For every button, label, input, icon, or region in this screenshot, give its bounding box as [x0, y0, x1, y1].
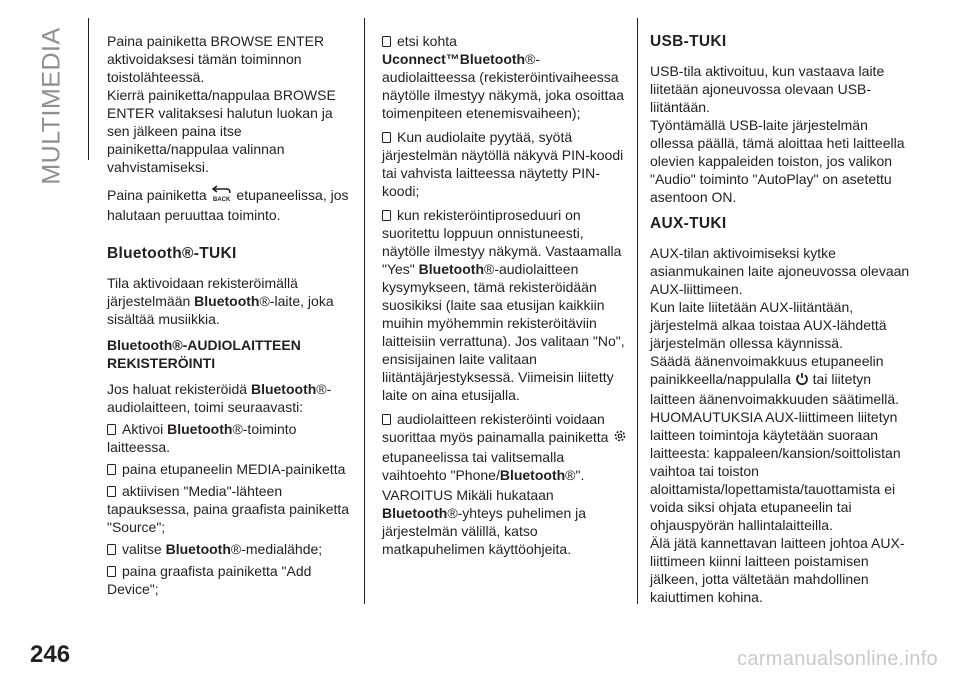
heading-usb-support: USB-TUKI [650, 33, 727, 50]
bullet-icon [107, 566, 116, 577]
bullet-icon [382, 132, 391, 143]
list-item: paina graafista painiketta "Add Device"; [107, 563, 312, 597]
side-divider [88, 18, 89, 160]
bullet-icon [107, 544, 116, 555]
list-item: Kun audiolaite pyytää, syötä järjestelmän näytöllä näkyvä PIN-koodi tai vahvista laitteessa näytetty PIN-koodi; [382, 129, 624, 199]
list-item: etsi kohta Uconnect™Bluetooth®-audiolaitteessa (rekisteröintivaiheessa näytölle ilmestyy näkymä, joka osoittaa toimenpiteen etenemisvaiheen); [382, 33, 624, 121]
bullet-icon [382, 210, 391, 221]
list-item: valitse Bluetooth®-medialähde; [107, 540, 355, 558]
text: Paina painiketta [107, 187, 211, 203]
heading-aux-support: AUX-TUKI [650, 215, 727, 232]
column-3 [650, 32, 910, 606]
watermark: carmanualsonline.info [737, 648, 938, 670]
paragraph: Tila aktivoidaan rekisteröimällä järjestelmään Bluetooth®-laite, joka sisältää musiikkia. [107, 275, 334, 327]
column-divider-1 [364, 18, 365, 604]
text: etupaneelissa, jos halutaan peruuttaa toiminto. [107, 187, 349, 223]
list-item: aktiivisen "Media"-lähteen tapauksessa, paina graafista painiketta "Source"; [107, 483, 350, 535]
heading-registration: Bluetooth®-AUDIOLAITTEEN REKISTERÖINTI [107, 337, 301, 371]
list-item: kun rekisteröintiproseduuri on suoritettu loppuun onnistuneesti, näytölle ilmestyy näkymä. Vastaamalla "Yes" Bluetooth®-audiolaitteen kysymykseen, tämä rekisteröidään suosikiksi (laite saa etusijan kaikkiin muihin myöhemmin rekisteröitäviin laitteisiin verrattuna). Jos valitaan "No", ensisijainen laite valitaan liitäntäjärjestyksessä. Viimeisin liitetty laite on aina etusijalla. [382, 207, 625, 403]
list-item: Aktivoi Bluetooth®-toiminto laitteessa. [107, 421, 297, 455]
paragraph: Kierrä painiketta/nappulaa BROWSE ENTER valitaksesi halutun luokan ja sen jälkeen paina itse painiketta/nappulaa valinnan vahvistamiseksi. [107, 87, 336, 175]
column-1 [107, 32, 355, 606]
bullet-icon [107, 424, 116, 435]
paragraph: Säädä äänenvoimakkuus etupaneelin painikkeella/nappulalla tai liitetyn laitteen äänenvoimakkuuden säätimellä. [650, 353, 900, 407]
paragraph [107, 184, 355, 224]
power-volume-knob-icon [795, 372, 809, 390]
page-number: 246 [30, 641, 71, 668]
svg-text:BACK: BACK [212, 197, 230, 202]
paragraph: AUX-tilan aktivoimiseksi kytke asianmukainen laite ajoneuvossa olevaan AUX-liittimeen. [650, 245, 910, 297]
back-icon [211, 184, 233, 206]
paragraph: Älä jätä kannettavan laitteen johtoa AUX-liittimeen kiinni laitteen poistamisen jälkeen, jotta vältetään mahdollinen kaiuttimen kohina. [650, 535, 905, 605]
column-2 [382, 32, 630, 566]
paragraph: VAROITUS Mikäli hukataan Bluetooth®-yhteys puhelimen ja järjestelmän välillä, katso matkapuhelimen käyttöohjeita. [382, 487, 587, 557]
bullet-icon [107, 486, 116, 497]
column-divider-2 [637, 18, 638, 604]
bullet-icon [382, 414, 391, 425]
bullet-icon [382, 36, 391, 47]
list-item: audiolaitteen rekisteröinti voidaan suorittaa myös painamalla painiketta etupaneelissa tai valitsemalla vaihtoehto "Phone/Bluetooth®". [382, 410, 630, 484]
gear-icon [612, 428, 628, 448]
paragraph: USB-tila aktivoituu, kun vastaava laite liitetään ajoneuvossa olevaan USB-liitäntään. [650, 63, 885, 115]
paragraph: HUOMAUTUKSIA AUX-liittimeen liitetyn laitteen toimintoja käytetään suoraan laitteesta: kappaleen/kansion/soittolistan vaihtoa tai toiston aloittamista/lopettamista/tauottamista ei voida siksi ohjata etupaneelin tai ohjauspyörän hallintalaitteilla. [650, 409, 901, 533]
list-item: paina etupaneelin MEDIA-painiketta [107, 460, 355, 478]
paragraph: Kun laite liitetään AUX-liitäntään, järjestelmä alkaa toistaa AUX-lähdettä järjestelmän ollessa käynnissä. [650, 299, 887, 351]
paragraph: Työntämällä USB-laite järjestelmän ollessa päällä, tämä aloittaa heti laitteella olevien kappaleiden toiston, jos valikon "Audio" toiminto "AutoPlay" on asetettu asentoon ON. [650, 117, 905, 205]
heading-bluetooth-support: Bluetooth®-TUKI [107, 245, 237, 262]
section-label: MULTIMEDIA [37, 27, 66, 185]
paragraph: Paina painiketta BROWSE ENTER aktivoidaksesi tämän toiminnon toistolähteessä. [107, 33, 325, 85]
paragraph: Jos haluat rekisteröidä Bluetooth®-audiolaitteen, toimi seuraavasti: [107, 381, 332, 415]
bullet-icon [107, 464, 116, 475]
